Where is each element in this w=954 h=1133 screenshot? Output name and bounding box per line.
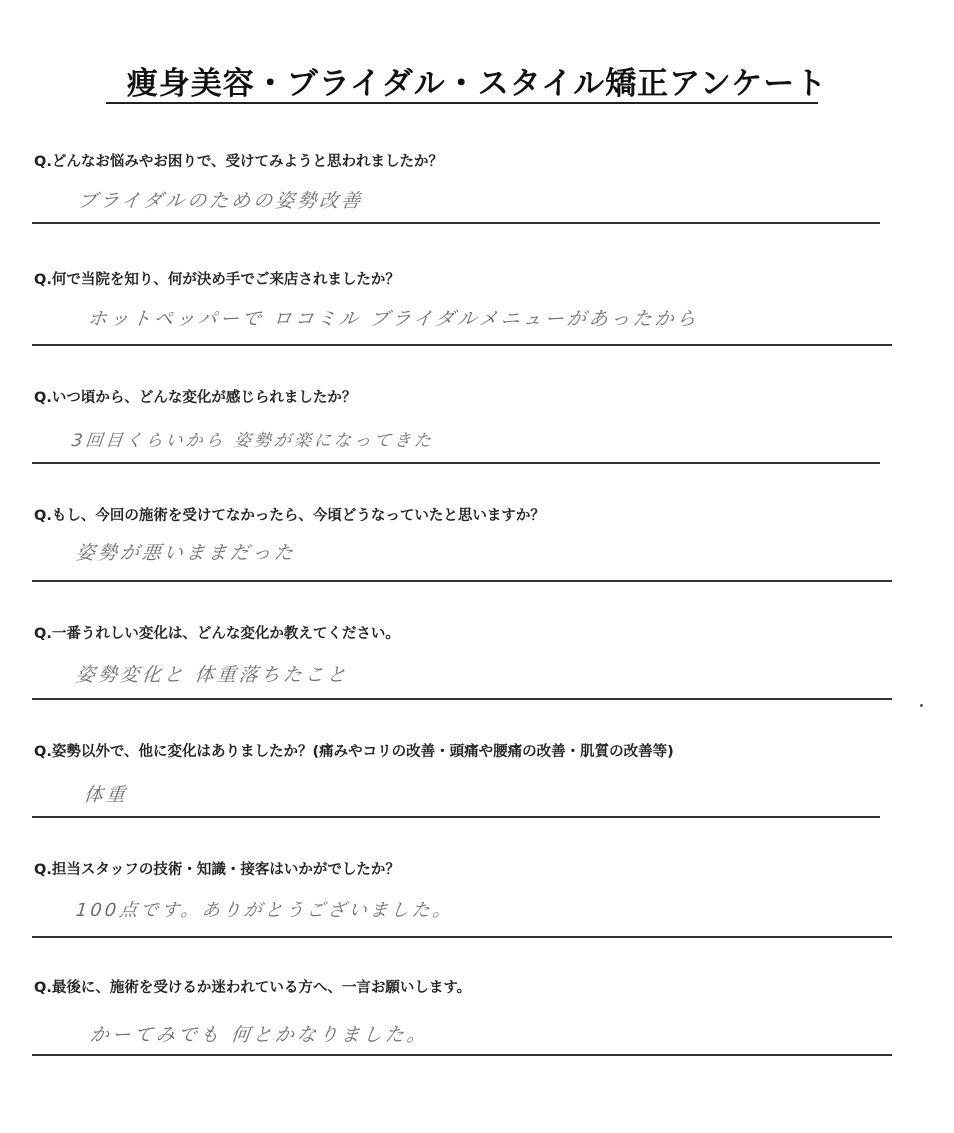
qa-item-1 [0, 150, 954, 268]
qa-item-5 [0, 622, 954, 740]
qa-item-3 [0, 386, 954, 504]
answer-7: 100点です。ありがとうございました。 [74, 900, 455, 921]
answer-line-3 [32, 462, 880, 464]
scan-speck [920, 704, 923, 707]
qa-item-6 [0, 740, 954, 858]
answer-2: ホットペッパーで ロコミル ブライダルメニューがあったから [86, 308, 700, 330]
answer-1: ブライダルのための姿勢改善 [76, 190, 365, 212]
question-1: Q.どんなお悩みやお困りで、受けてみようと思われましたか？ [34, 154, 444, 170]
question-4: Q.もし、今回の施術を受けてなかったら、今頃どうなっていたと思いますか？ [34, 508, 545, 524]
qa-item-8 [0, 976, 954, 1094]
answer-line-1 [32, 222, 880, 224]
answer-line-6 [32, 816, 880, 818]
answer-3: 3回目くらいから 姿勢が楽になってきた [70, 431, 436, 451]
title-underline [106, 102, 818, 104]
question-6: Q.姿勢以外で、他に変化はありましたか？(痛みやコリの改善・頭痛や腰痛の改善・肌質の改善等) [34, 744, 674, 760]
qa-item-4 [0, 504, 954, 622]
answer-line-7 [32, 936, 892, 938]
answer-line-2 [32, 344, 892, 346]
answer-5: 姿勢変化と 体重落ちたこと [74, 664, 351, 686]
answer-line-5 [32, 698, 892, 700]
answer-6: 体重 [82, 784, 130, 806]
qa-item-2 [0, 268, 954, 386]
answer-line-4 [32, 580, 892, 582]
question-2: Q.何で当院を知り、何が決め手でご来店されましたか？ [34, 272, 400, 288]
question-7: Q.担当スタッフの技術・知識・接客はいかがでしたか？ [34, 862, 400, 878]
answer-8: かーてみでも 何とかなりました。 [88, 1024, 431, 1046]
survey-title: 痩身美容・ブライダル・スタイル矯正アンケート [126, 66, 828, 102]
answer-line-8 [32, 1054, 892, 1056]
question-8: Q.最後に、施術を受けるか迷われている方へ、一言お願いします。 [34, 980, 472, 996]
question-3: Q.いつ頃から、どんな変化が感じられましたか？ [34, 390, 357, 406]
question-5: Q.一番うれしい変化は、どんな変化か教えてください。 [34, 626, 400, 642]
answer-4: 姿勢が悪いままだった [74, 542, 298, 564]
qa-item-7 [0, 858, 954, 976]
